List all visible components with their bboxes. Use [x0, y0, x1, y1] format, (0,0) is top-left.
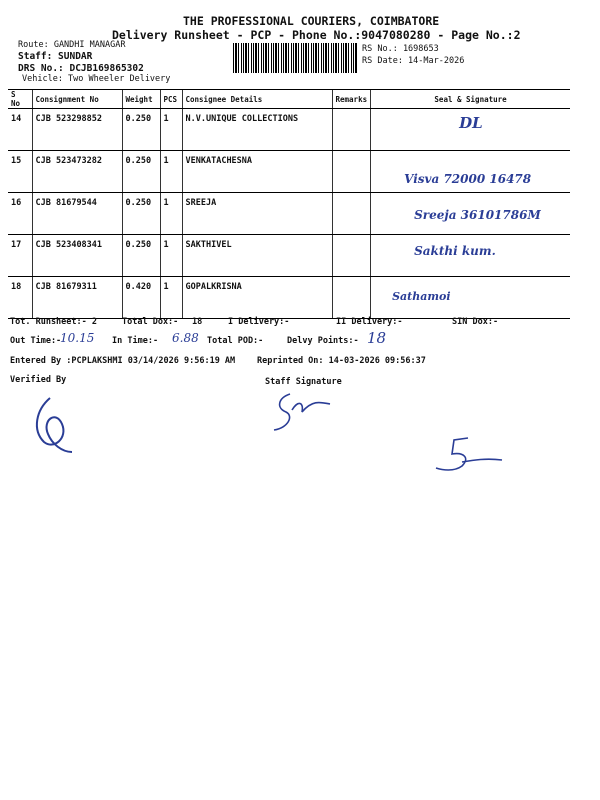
table-row — [8, 277, 570, 319]
row-pcs: 1 — [160, 109, 182, 151]
route: Route: GANDHI MANAGAR — [18, 40, 126, 50]
row-pcs: 1 — [160, 277, 182, 319]
extra-signature — [428, 432, 508, 477]
row-sno: 17 — [8, 235, 32, 277]
row-consignee: N.V.UNIQUE COLLECTIONS — [182, 109, 332, 151]
entered-by: Entered By :PCPLAKSHMI 03/14/2026 9:56:19 AM — [10, 356, 236, 366]
row-signature — [371, 193, 570, 235]
row-pcs: 1 — [160, 151, 182, 193]
verified-by-label: Verified By — [10, 375, 67, 385]
row-consignee: SAKTHIVEL — [182, 235, 332, 277]
runsheet-table — [8, 89, 570, 319]
total-pod: Total POD:- — [207, 336, 264, 346]
row-remarks — [332, 193, 371, 235]
row-weight: 0.420 — [122, 277, 160, 319]
row-signature — [371, 151, 570, 193]
handwritten-signature: Visva 72000 16478 — [404, 172, 532, 186]
row-sno: 18 — [8, 277, 32, 319]
sin-dox: SIN Dox:- — [452, 317, 499, 327]
row-signature — [371, 235, 570, 277]
row-weight: 0.250 — [122, 109, 160, 151]
row-pcs: 1 — [160, 193, 182, 235]
row-weight: 0.250 — [122, 151, 160, 193]
rs-date: RS Date: 14-Mar-2026 — [362, 56, 465, 66]
ii-delivery: II Delivery:- — [336, 317, 403, 327]
col-remarks: Remarks — [332, 90, 371, 109]
verifier-signature — [28, 390, 88, 460]
row-consignee: GOPALKRISNA — [182, 277, 332, 319]
row-consignee: SREEJA — [182, 193, 332, 235]
out-time-label: Out Time:- — [10, 336, 62, 346]
staff-signature-label: Staff Signature — [265, 377, 342, 387]
i-delivery: I Delivery:- — [228, 317, 290, 327]
handwritten-signature: Sakthi kum. — [414, 244, 496, 258]
col-consignment: Consignment No — [32, 90, 122, 109]
staff-signature — [268, 388, 338, 438]
in-time-label: In Time:- — [112, 336, 159, 346]
in-time-hand: 6.88 — [172, 331, 199, 345]
barcode — [233, 43, 357, 73]
row-remarks — [332, 277, 371, 319]
row-remarks — [332, 109, 371, 151]
col-pcs: PCS — [160, 90, 182, 109]
table-row — [8, 235, 570, 277]
row-remarks — [332, 235, 371, 277]
col-consignee: Consignee Details — [182, 90, 332, 109]
table-header-row — [8, 90, 570, 109]
row-weight: 0.250 — [122, 235, 160, 277]
row-sno: 15 — [8, 151, 32, 193]
row-consignment: CJB 81679544 — [32, 193, 122, 235]
table-row — [8, 193, 570, 235]
row-weight: 0.250 — [122, 193, 160, 235]
col-sno: S No — [8, 90, 32, 109]
row-consignment: CJB 523298852 — [32, 109, 122, 151]
row-consignment: CJB 523408341 — [32, 235, 122, 277]
tot-runsheet: Tot. Runsheet:- 2 — [10, 317, 97, 327]
col-weight: Weight — [122, 90, 160, 109]
handwritten-signature: Sreeja 36101786M — [414, 208, 541, 222]
handwritten-signature: DL — [459, 114, 483, 132]
total-dox-value: 18 — [192, 317, 203, 327]
total-dox-label: Total Dox:- — [122, 317, 179, 327]
row-signature — [371, 109, 570, 151]
company-title: THE PROFESSIONAL COURIERS, COIMBATORE — [183, 14, 440, 28]
col-signature: Seal & Signature — [371, 90, 570, 109]
row-sno: 16 — [8, 193, 32, 235]
row-remarks — [332, 151, 371, 193]
table-row — [8, 109, 570, 151]
reprinted-on: Reprinted On: 14-03-2026 09:56:37 — [257, 356, 426, 366]
staff: Staff: SUNDAR — [18, 51, 93, 62]
delvy-points-hand: 18 — [367, 329, 387, 347]
row-consignment: CJB 81679311 — [32, 277, 122, 319]
row-signature — [371, 277, 570, 319]
row-pcs: 1 — [160, 235, 182, 277]
table-row — [8, 151, 570, 193]
handwritten-signature: Sathamoi — [392, 290, 451, 303]
row-consignee: VENKATACHESNA — [182, 151, 332, 193]
rs-number: RS No.: 1698653 — [362, 44, 439, 54]
drs-number: DRS No.: DCJB169865302 — [18, 63, 144, 74]
runsheet-subtitle: Delivery Runsheet - PCP - Phone No.:9047080280 - Page No.:2 — [112, 28, 521, 42]
vehicle: Vehicle: Two Wheeler Delivery — [22, 74, 171, 84]
row-sno: 14 — [8, 109, 32, 151]
out-time-hand: 10.15 — [60, 331, 95, 345]
delvy-points-label: Delvy Points:- — [287, 336, 359, 346]
row-consignment: CJB 523473282 — [32, 151, 122, 193]
